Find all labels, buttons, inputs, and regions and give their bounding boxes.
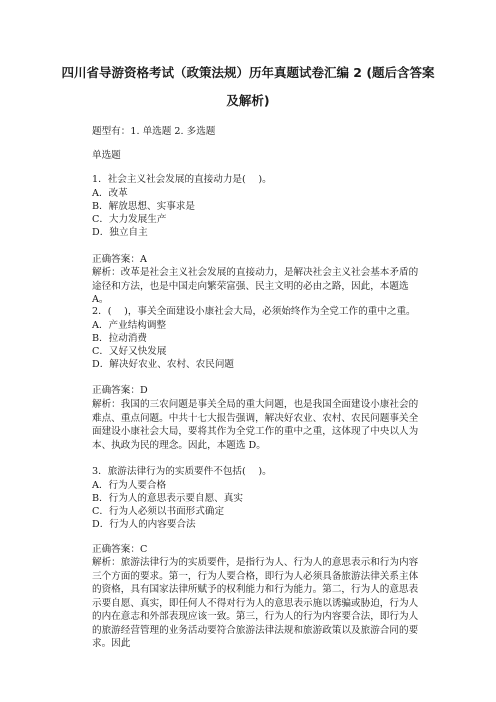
question-3-analysis: 解析：旅游法律行为的实质要件，是指行为人、行为人的意思表示和行为内容三个方面的要求。第一，行为人要合格，即行为人必须具备旅游法律关系主体的资格，具有国家法律所赋予的权利能力和行为能力。第二，行为人的意思表示要自愿、真实，即任何人不得对行为人的意思表示施以诱骗或胁迫，行为人的内在意志和外部表现应该一致。第三，行为人的行为内容要合法，即行为人的旅游经营管理的业务活动要符合旅游法律法规和旅游政策以及旅游合同的要求。因此 [92, 557, 419, 649]
question-1-stem: 1．社会主义社会发展的直接动力是( )。 [92, 174, 272, 185]
section-heading: 单选题 [92, 150, 121, 161]
question-2-analysis: 解析：我国的三农问题是事关全局的重大问题，也是我国全面建设小康社会的难点、重点问题。中共十七大报告强调，解决好农业、农村、农民问题事关全面建设小康社会大局，要将其作为全党工作的重中之重，这体现了中央以人为本、执政为民的理念。因此，本题选 D。 [92, 399, 419, 451]
question-1-option-a: A．改革 [92, 188, 128, 199]
question-3-option-c: C．行为人必须以书面形式确定 [92, 506, 225, 517]
question-1-option-d: D．独立自主 [92, 227, 148, 238]
question-1-analysis: 解析：改革是社会主义社会发展的直接动力，是解决社会主义社会基本矛盾的途径和方法，也是中国走向繁荣富强、民主文明的必由之路，因此，本题选 A。 [92, 267, 419, 305]
document-title-line-2: 及解析) [226, 93, 270, 108]
question-1-answer: 正确答案：A [92, 254, 147, 265]
question-types-meta: 题型有：1. 单选题 2. 多选题 [92, 126, 216, 137]
question-2-option-c: C．又好又快发展 [92, 346, 167, 357]
document-title-line-1: 四川省导游资格考试（政策法规）历年真题试卷汇编 2 (题后含答案 [61, 65, 435, 80]
question-2-stem: 2．( )，事关全面建设小康社会大局，必须始终作为全党工作的重中之重。 [92, 306, 416, 317]
question-2-option-d: D．解决好农业、农村、农民问题 [92, 359, 235, 370]
question-3-option-a: A．行为人要合格 [92, 480, 167, 491]
question-3-stem: 3．旅游法律行为的实质要件不包括( )。 [92, 466, 272, 477]
question-2-answer: 正确答案：D [92, 385, 148, 396]
question-3-answer: 正确答案：C [92, 544, 148, 555]
question-3-option-b: B．行为人的意思表示要自愿、真实 [92, 493, 243, 504]
question-1-option-c: C．大力发展生产 [92, 214, 167, 225]
question-2-option-b: B．拉动消费 [92, 333, 148, 344]
question-3-option-d: D．行为人的内容要合法 [92, 519, 196, 530]
question-2-option-a: A．产业结构调整 [92, 320, 167, 331]
question-1-option-b: B．解放思想、实事求是 [92, 201, 195, 212]
